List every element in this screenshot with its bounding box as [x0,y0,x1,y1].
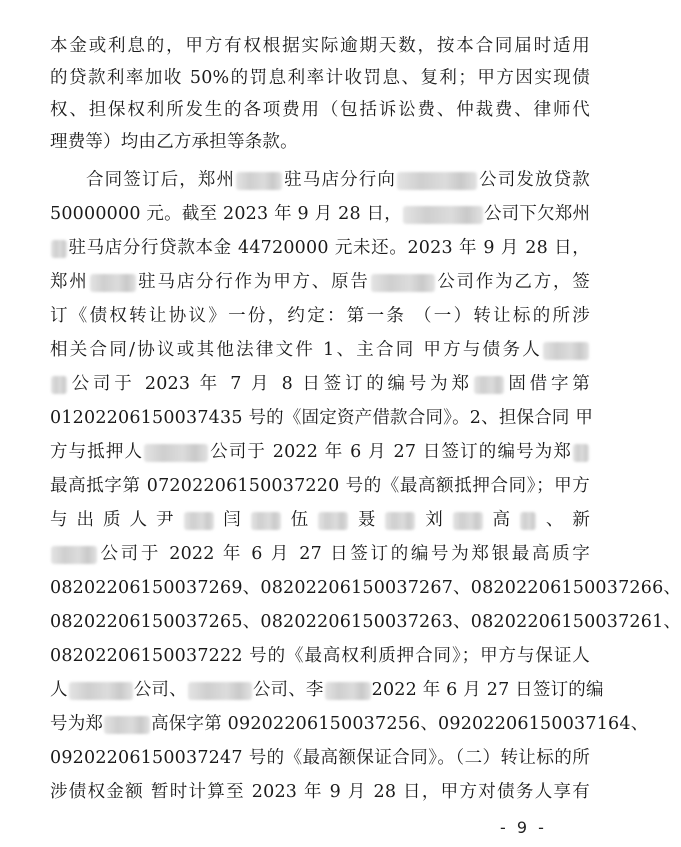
text-line: 方与抵押人 公司于 2022 年 6 月 27 日签订的编号为郑 [50,436,590,468]
redaction-mark [236,172,282,190]
redaction-mark [325,682,371,700]
text-line: 订《债权转让协议》一份，约定：第一条 （一）转让标的所涉 [50,306,590,326]
redaction-mark [69,682,133,700]
redaction-mark [474,376,504,394]
redaction-mark [188,682,252,700]
redaction-mark [403,206,483,224]
redaction-mark [51,240,67,258]
redaction-mark [385,512,415,530]
text-line: 合同签订后，郑州 驻马店分行向 公司发放贷款 [86,170,591,190]
text-line: 理费等）均由乙方承担等条款。 [50,132,298,152]
redaction-mark [90,274,136,292]
text-line: 50000000 元。截至 2023 年 9 月 28 日， 公司下欠郑州 [50,204,591,224]
page-number: - 9 - [500,818,547,837]
text-line: 本金或利息的，甲方有权根据实际逾期天数，按本合同届时适用 [50,36,590,56]
redaction-mark [251,512,281,530]
text-line: 01202206150037435 号的《固定资产借款合同》。2、担保合同 甲 [50,408,594,428]
text-line: 09202206150037247 号的《最高额保证合同》。（二）转让标的所 [50,748,590,768]
redaction-mark [51,376,67,394]
text-line: 驻马店分行贷款本金 44720000 元未还。2023 年 9 月 28 日， [50,232,590,264]
text-line: 08202206150037222 号的《最高权利质押合同》；甲方与保证人 [50,646,590,666]
redaction-mark [51,546,97,564]
text-line: 涉债权金额 暂时计算至 2023 年 9 月 28 日，甲方对债务人享有 [50,782,590,802]
redaction-mark [520,512,536,530]
text-line: 相关合同/协议或其他法律文件 1、主合同 甲方与债务人 [50,334,590,366]
text-line: 与出质人尹 闫 伍 聂 刘 高 、新 [50,510,591,530]
redaction-mark [397,172,477,190]
text-line: 的贷款利率加收 50%的罚息利率计收罚息、复利；甲方因实现债 [50,68,590,88]
text-line: 郑州 驻马店分行作为甲方、原告 公司作为乙方，签 [50,272,590,292]
redaction-mark [144,444,208,462]
redaction-mark [573,444,589,462]
redaction-mark [104,716,150,734]
text-line: 08202206150037269、08202206150037267、08202206150037266、 [50,578,681,598]
text-line: 08202206150037265、08202206150037263、08202206150037261、 [50,612,681,632]
text-line: 最高抵字第 07202206150037220 号的《最高额抵押合同》；甲方 [50,476,590,496]
text-line: 号为郑 高保字第 09202206150037256、09202206150037164、 [50,714,649,734]
text-line: 公司于 2023 年 7 月 8 日签订的编号为郑 固借字第 [50,368,590,400]
redaction-mark [318,512,348,530]
redaction-mark [453,512,483,530]
redaction-mark [371,274,435,292]
text-line: 权、担保权利所发生的各项费用（包括诉讼费、仲裁费、律师代 [50,100,590,120]
text-line: 人 公司、 公司、李 2022 年 6 月 27 日签订的编 [50,680,604,700]
text-line: 公司于 2022 年 6 月 27 日签订的编号为郑银最高质字 [50,538,590,570]
redaction-mark [184,512,214,530]
redaction-mark [543,342,589,360]
